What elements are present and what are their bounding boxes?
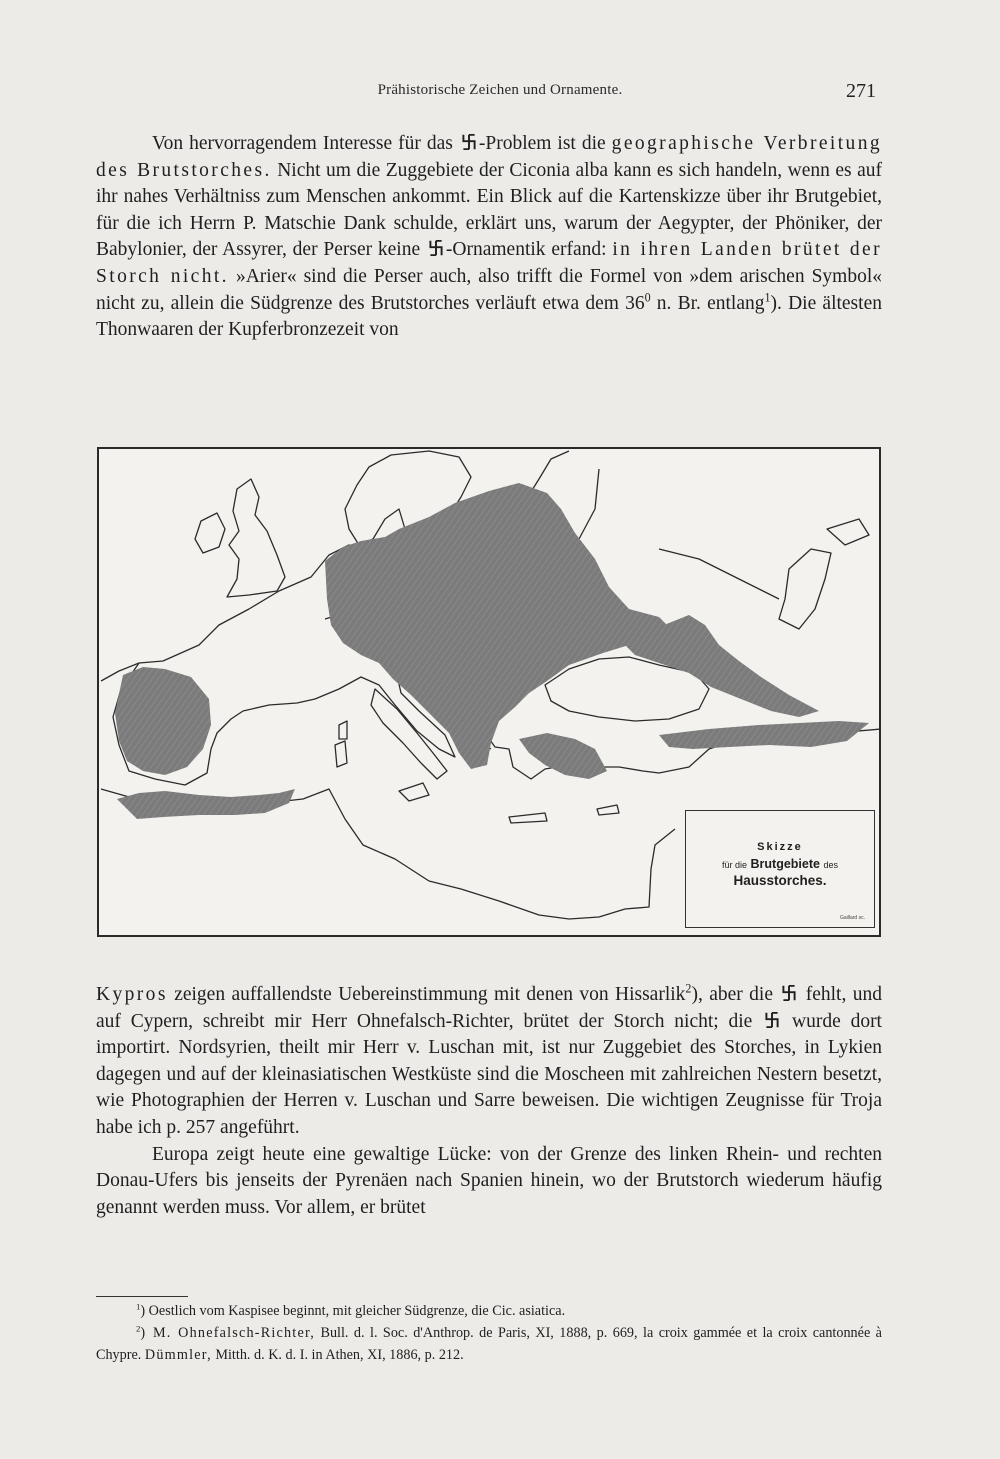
p2-text-2: ), aber die — [691, 984, 780, 1005]
p1-text-1: Von hervorragendem Interesse für das — [152, 133, 459, 154]
paragraph-2 — [96, 982, 882, 1221]
p2-text-3: fehlt, und auf Cypern, schreibt mir Herr Ohnefalsch-Richter, brütet der Storch nicht; die — [96, 984, 882, 1032]
p1-spaced-1: geographische Verbreitung des Brutstorches. — [96, 133, 882, 181]
breeding-map-figure — [97, 447, 881, 937]
p1-text-3: Nicht um die Zuggebiete der Ciconia alba kann es sich handeln, wenn es auf ihr nahes Verhältniss zum Menschen ankommt. Ein Blick auf die Kartenskizze über ihr Brutgebiet, für die ich Herrn P. Matschie Dank schulde, erklärt uns, warum der Aegypter, der Phöniker, der Babylonier, der Assyrer, der Perser keine — [96, 159, 882, 261]
p1-text-6: n. Br. entlang — [650, 292, 765, 314]
breeding-area-anatolia — [659, 721, 869, 749]
p1-text-4: -Ornamentik erfand: — [445, 239, 613, 261]
great-britain-outline — [227, 479, 285, 597]
p2-text-4: wurde dort importirt. Nordsyrien, theilt mir Herr v. Luschan mit, ist nur Zuggebiet des Storches, in Lykien dagegen und auf der kleinasiatischen Westküste sind die Moscheen mit zahlreichen Nestern besetzt, wie Photographien der Herren v. Luschan und Sarre beweisen. Die wichtigen Zeugnisse für Troja habe ich p. 257 angeführt. — [96, 1010, 882, 1138]
page-number: 271 — [846, 80, 876, 102]
swastika-icon — [781, 985, 797, 1001]
breeding-area-ukraine-caucasus — [623, 615, 819, 717]
map-legend — [685, 810, 875, 928]
footnote-2-text: Bull. d. l. Soc. d'Anthrop. de Paris, XI, 1888, p. 669, la croix gammée et la croix cantonnée à Chypre. — [96, 1325, 882, 1363]
footnote-2-text-2: Mitth. d. K. d. I. in Athen, XI, 1886, p. 212. — [211, 1347, 464, 1363]
p1-text-5: »Arier« sind die Perser auch, also trifft die Formel von »dem arischen Symbol« nicht zu, allein die Südgrenze des Brutstorches verläuft etwa dem 36 — [96, 265, 882, 314]
p1-text-2: -Problem ist die — [478, 133, 612, 154]
aral-outline — [827, 519, 869, 545]
inner-border-3 — [659, 549, 779, 599]
footnote-1-mark: 1 — [136, 1301, 141, 1312]
legend-prefix: für die — [722, 860, 748, 870]
paragraph-3: Europa zeigt heute eine gewaltige Lücke: von der Grenze des linken Rhein- und rechten Donau-Ufers bis jenseits der Pyrenäen nach Spanien hinein, wo der Brutstorch wiederum häufig genannt werden muss. Vor allem, er brütet — [96, 1143, 882, 1218]
p2-text-1: zeigen auffallendste Uebereinstimmung mit denen von Hissarlik — [167, 984, 686, 1005]
legend-line-2: Hausstorches. — [733, 873, 827, 888]
breeding-area-iberia — [115, 667, 211, 775]
legend-title: Skizze — [757, 841, 803, 853]
sardinia-outline — [335, 741, 347, 767]
legend-suffix: des — [823, 860, 838, 870]
caspian-outline — [779, 549, 831, 629]
breeding-area-central-europe — [325, 483, 673, 769]
paragraph-1 — [96, 131, 882, 344]
p1-spaced-2: in ihren Landen brütet der Storch nicht. — [96, 239, 882, 287]
p1-text-7: ). Die ältesten Thonwaaren der Kupferbronzezeit von — [96, 292, 882, 341]
sicily-outline — [399, 783, 429, 801]
footnote-2-mark: 2 — [136, 1323, 141, 1334]
footnote-2-author: ) M. Ohnefalsch-Richter, — [140, 1325, 316, 1341]
degree-mark: 0 — [644, 290, 651, 305]
footnotes — [96, 1300, 882, 1366]
footnote-1-text: ) Oestlich vom Kaspisee beginnt, mit gleicher Südgrenze, die Cic. asiatica. — [140, 1303, 566, 1319]
footnote-1 — [96, 1300, 882, 1322]
breeding-area-west-anatolia — [519, 733, 607, 779]
swastika-icon — [461, 134, 477, 150]
swastika-icon — [428, 240, 444, 256]
cyprus-outline — [597, 805, 619, 815]
footnote-ref-2[interactable]: 2 — [685, 981, 692, 996]
ireland-outline — [195, 513, 225, 553]
breeding-area-north-africa — [117, 789, 295, 819]
legend-main: Brutgebiete — [750, 857, 820, 871]
legend-line-1 — [686, 857, 874, 871]
swastika-icon — [764, 1012, 780, 1028]
footnote-rule — [96, 1296, 188, 1297]
engraver-signature: Gaillard sc. — [839, 915, 865, 921]
footnote-2 — [96, 1322, 882, 1366]
corsica-outline — [339, 721, 347, 739]
footnote-2-author-2: Dümmler, — [144, 1347, 212, 1363]
running-title: Prähistorische Zeichen und Ornamente. — [377, 82, 623, 98]
footnote-ref-1[interactable]: 1 — [764, 290, 771, 305]
crete-outline — [509, 813, 547, 823]
p2-spaced-1: Kypros — [96, 984, 168, 1005]
